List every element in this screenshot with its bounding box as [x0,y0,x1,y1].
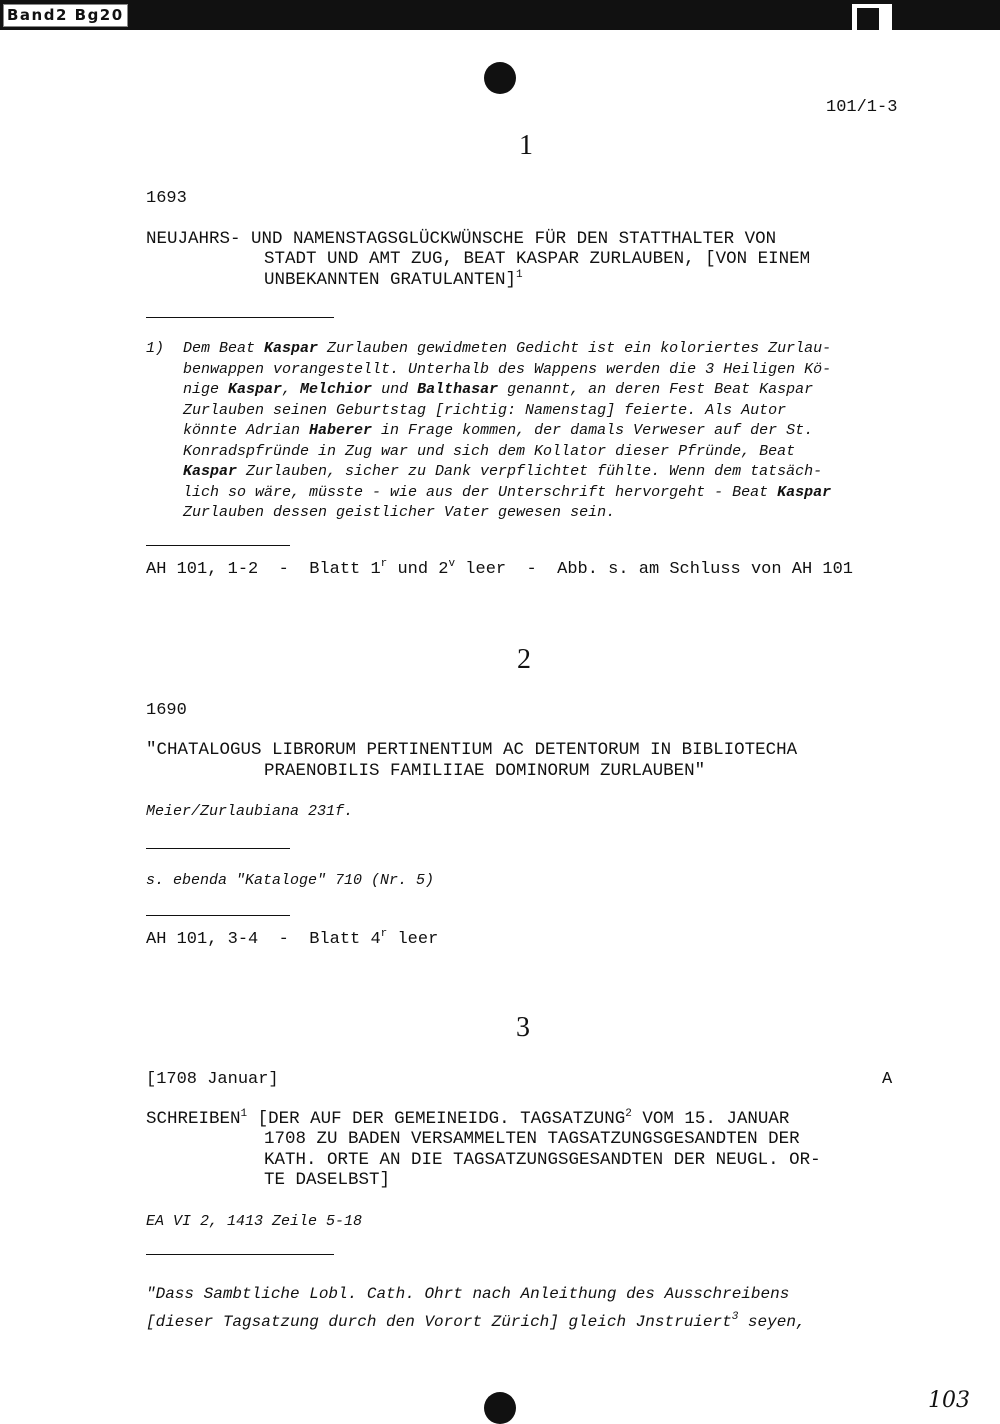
section-2-source: Meier/Zurlaubiana 231f. [146,803,354,820]
title-first-word: SCHREIBEN [146,1109,241,1129]
archive-blatt: Blatt 4 [309,930,381,949]
footnote-line-4: Zurlauben seinen Geburtstag [richtig: Namenstag] feierte. Als Autor [183,401,787,419]
section-3-date: [1708 Januar] [146,1070,279,1089]
section-1-date: 1693 [146,189,187,208]
section-number-3: 3 [516,1012,530,1043]
archive-und-sup: v [448,558,456,570]
top-scan-bar [0,0,1000,30]
footnote-line-9: Zurlauben dessen geistlicher Vater gewesen sein. [183,504,616,521]
footnote-line-5: könnte Adrian Haberer in Frage kommen, der damals Verweser auf der St. [183,422,814,439]
archive-und: und 2 [397,560,449,579]
registration-dot-bottom [484,1392,516,1424]
archive-leer: leer [465,560,507,579]
archive-abb: Abb. s. am Schluss von AH 101 [557,560,853,579]
section-2-archive-divider [146,915,290,916]
archive-reference: 101/1-3 [826,98,898,117]
band-label: Band2 Bg20 [3,4,128,27]
section-1-title-line-1: NEUJAHRS- UND NAMENSTAGSGLÜCKWÜNSCHE FÜR DEN STATTHALTER VON [146,229,777,249]
section-3-title-line-2: 1708 ZU BADEN VERSAMMELTEN TAGSATZUNGSGESANDTEN DER [264,1129,800,1149]
section-number-2: 2 [517,644,531,675]
archive-blatt: Blatt 1 [309,560,381,579]
section-3-title-line-1 [146,1109,789,1129]
footnote-line-7: Kaspar Zurlauben, sicher zu Dank verpflichtet fühlte. Wenn dem tatsäch- [183,463,823,480]
section-number-1: 1 [519,130,533,161]
archive-blatt-sup: r [380,928,388,940]
quote-line-1: "Dass Sambtliche Lobl. Cath. Ohrt nach Anleithung des Ausschreibens [146,1285,790,1303]
quote-text-b: seyen, [747,1313,806,1331]
section-2-title-line-2: PRAENOBILIS FAMILIIAE DOMINORUM ZURLAUBEN" [264,761,706,781]
quote-line-2 [146,1312,806,1332]
quote-text-a: [dieser Tagsatzung durch den Vorort Zürich] gleich Jnstruiert [146,1313,732,1331]
archive-dash-2: - [526,560,537,579]
section-1-archive-line [146,560,853,580]
footnote-line-2: benwappen vorangestellt. Unterhalb des Wappens werden die 3 Heiligen Kö- [183,360,832,378]
section-1-title-line-3 [264,270,523,290]
section-3-title-line-4: TE DASELBST] [264,1170,391,1190]
section-3-tag: A [882,1070,893,1089]
footnote-mark-2: 2 [625,1108,632,1120]
section-3-title-line-3: KATH. ORTE AN DIE TAGSATZUNGSGESANDTEN DER NEUGL. OR- [264,1150,821,1170]
archive-dash: - [278,560,289,579]
archive-leer: leer [397,930,439,949]
section-3-divider [146,1254,334,1255]
title-first-rest: [DER AUF DER GEMEINEIDG. TAGSATZUNG [257,1109,626,1129]
section-2-date: 1690 [146,701,187,720]
footnote-mark-3: 3 [731,1311,739,1323]
footnote-line-3: nige Kaspar, Melchior und Balthasar genannt, an deren Fest Beat Kaspar [183,381,814,398]
archive-blatt-sup: r [380,558,388,570]
footnote-divider [146,317,334,318]
section-3-source: EA VI 2, 1413 Zeile 5-18 [146,1213,363,1230]
registration-mark [857,8,879,30]
footnote-mark: 1 [516,269,523,281]
footnote-line-1: Dem Beat Kaspar Zurlauben gewidmeten Gedicht ist ein koloriertes Zurlau- [183,340,832,357]
title-first-end: VOM 15. JANUAR [642,1109,790,1129]
page-signature: 103 [928,1388,970,1413]
archive-dash: - [278,930,289,949]
section-2-title-line-1: "CHATALOGUS LIBRORUM PERTINENTIUM AC DETENTORUM IN BIBLIOTECHA [146,740,798,760]
footnote-marker: 1) [146,340,165,357]
footnote-line-6: Konradspfründe in Zug war und sich dem Kollator dieser Pfründe, Beat [183,442,796,460]
archive-ref: AH 101, 1-2 [146,560,259,579]
registration-dot-top [484,62,516,94]
footnote-mark-1: 1 [240,1108,248,1120]
title-line-text: UNBEKANNTEN GRATULANTEN] [264,270,517,290]
section-2-note: s. ebenda "Kataloge" 710 (Nr. 5) [146,872,435,889]
section-1-title-line-2: STADT UND AMT ZUG, BEAT KASPAR ZURLAUBEN, [VON EINEM [264,249,811,269]
section-1-archive-divider [146,545,290,546]
archive-ref: AH 101, 3-4 [146,930,259,949]
section-2-divider [146,848,290,849]
footnote-line-8: lich so wäre, müsste - wie aus der Unterschrift hervorgeht - Beat Kaspar [183,483,832,501]
footnote-body [183,339,831,524]
section-2-archive-line [146,930,438,950]
